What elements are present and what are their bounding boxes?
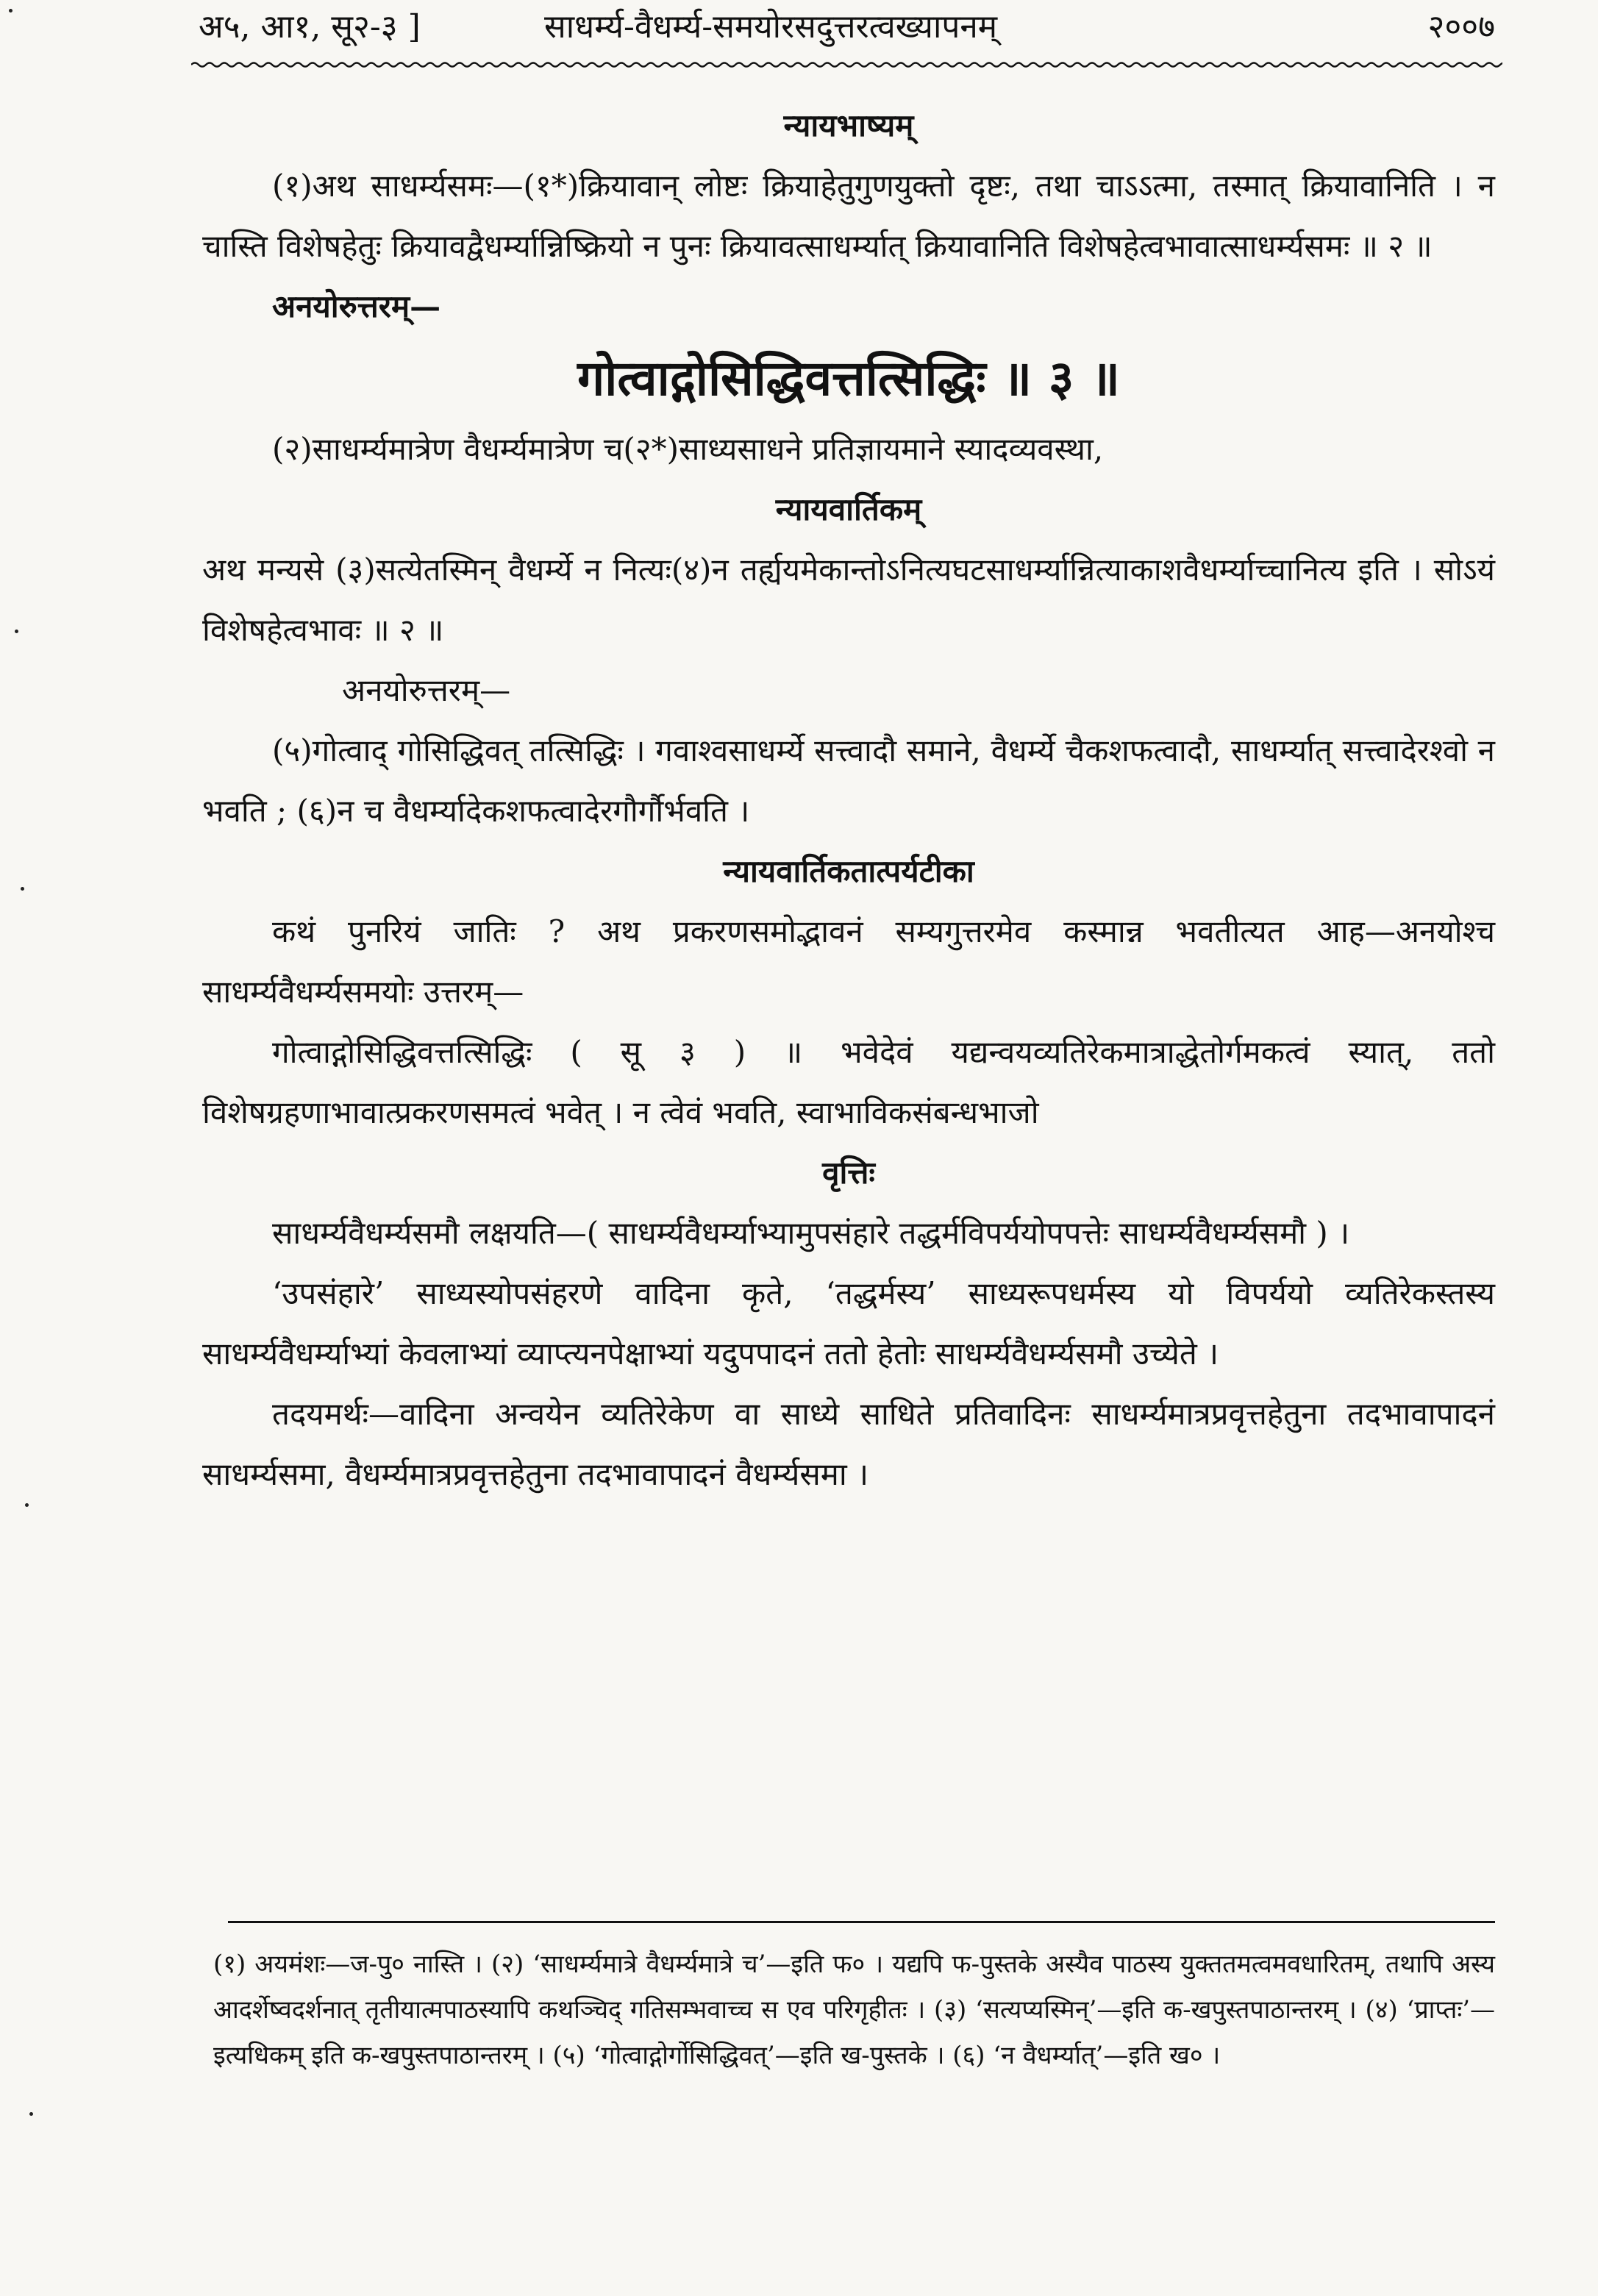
reply-label: अनयोरुत्तरम्— [342, 672, 511, 708]
footnotes [213, 1942, 1495, 2078]
page-number: २००७ [1427, 8, 1495, 46]
main-text [202, 96, 1495, 1505]
margin-mark [15, 630, 18, 633]
margin-mark [25, 1503, 29, 1507]
paragraph: तदयमर्थः—वादिना अन्वयेन व्यतिरेकेण वा साध्ये साधिते प्रतिवादिनः साधर्म्यमात्रप्रवृत्तहेतुना तदभावापादनं साधर्म्यसमा, वैधर्म्यमात्रप्रवृत्तहेतुना तदभावापादनं वैधर्म्यसमा । [202, 1396, 1495, 1492]
chapter-reference: अ५, आ१, सू२-३ ] [199, 8, 421, 46]
sutra-line: गोत्वाद्गोसिद्धिवत्तत्सिद्धिः ॥ ३ ॥ [577, 349, 1120, 407]
paragraph: साधर्म्यवैधर्म्यसमौ लक्षयति—( साधर्म्यवैधर्म्याभ्यामुपसंहारे तद्धर्मविपर्ययोपपत्तेः साधर्म्यवैधर्म्यसमौ ) । [272, 1215, 1350, 1251]
wavy-rule [191, 59, 1502, 71]
paragraph: ‘उपसंहारे’ साध्यस्योपसंहरणे वादिना कृते, ‘तद्धर्मस्य’ साध्यरूपधर्मस्य यो विपर्ययो व्यतिरेकस्तस्य साधर्म्यवैधर्म्याभ्यां केवलाभ्यां व्याप्त्यनपेक्षाभ्यां यदुपपादनं ततो हेतोः साधर्म्यवैधर्म्यसमौ उच्येते । [202, 1275, 1495, 1372]
paragraph: कथं पुनरियं जातिः ? अथ प्रकरणसमोद्भावनं सम्यगुत्तरमेव कस्मान्न भवतीत्यत आह—अनयोश्च साधर्म्यवैधर्म्यसमयोः उत्तरम्— [202, 913, 1495, 1010]
paragraph: गोत्वाद्गोसिद्धिवत्तत्सिद्धिः ( सू ३ ) ॥ भवेदेवं यद्यन्वयव्यतिरेकमात्राद्धेतोर्गमकत्वं स्यात्, ततो विशेषग्रहणाभावात्प्रकरणसमत्वं भवेत् । न त्वेवं भवति, स्वाभाविकसंबन्धभाजो [202, 1034, 1495, 1130]
footnote-divider [228, 1921, 1495, 1923]
margin-mark [21, 887, 24, 891]
margin-mark [9, 9, 13, 13]
section-heading: न्यायभाष्यम् [783, 107, 914, 143]
reply-label: अनयोरुत्तरम्— [272, 288, 441, 324]
footnote-text: (१) अयमंशः—ज-पु० नास्ति । (२) ‘साधर्म्यमात्रे वैधर्म्यमात्रे च’—इति फ० । यद्यपि फ-पुस्तके अस्यैव पाठस्य युक्ततमत्वमवधारितम्, तथापि अस्य आदर्शेष्वदर्शनात् तृतीयात्मपाठस्यापि कथञ्चिद् गतिसम्भवाच्च स एव परिगृहीतः । (३) ‘सत्यप्यस्मिन्’—इति क-खपुस्तपाठान्तरम् । (४) ‘प्राप्तः’—इत्यधिकम् इति क-खपुस्तपाठान्तरम् । (५) ‘गोत्वाद्गोर्गोसिद्धिवत्’—इति ख-पुस्तके । (६) ‘न वैधर्म्यात्’—इति ख० । [213, 1950, 1495, 2070]
margin-mark [29, 2112, 33, 2116]
paragraph: (१)अथ साधर्म्यसमः—(१*)क्रियावान् लोष्टः क्रियाहेतुगुणयुक्तो दृष्टः, तथा चाऽऽत्मा, तस्मात् क्रियावानिति । न चास्ति विशेषहेतुः क्रियावद्वैधर्म्यान्निष्क्रियो न पुनः क्रियावत्साधर्म्यात् क्रियावानिति विशेषहेत्वभावात्साधर्म्यसमः ॥ २ ॥ [202, 168, 1495, 264]
section-heading: न्यायवार्तिकम् [775, 491, 922, 527]
section-heading: वृत्तिः [822, 1155, 875, 1191]
running-header [199, 3, 1495, 51]
paragraph: (५)गोत्वाद् गोसिद्धिवत् तत्सिद्धिः । गवाश्वसाधर्म्ये सत्त्वादौ समाने, वैधर्म्ये चैकशफत्वादौ, साधर्म्यात् सत्त्वादेरश्वो न भवति ; (६)न च वैधर्म्यादेकशफत्वादेरगौर्गौर्भवति । [202, 732, 1495, 829]
paragraph: (२)साधर्म्यमात्रेण वैधर्म्यमात्रेण च(२*)साध्यसाधने प्रतिज्ञायमाने स्यादव्यवस्था, [272, 431, 1104, 467]
paragraph: अथ मन्यसे (३)सत्येतस्मिन् वैधर्म्ये न नित्यः(४)न तर्ह्ययमेकान्तोऽनित्यघटसाधर्म्यान्नित्याकाशवैधर्म्याच्चानित्य इति । सोऽयं विशेषहेत्वभावः ॥ २ ॥ [202, 552, 1495, 648]
section-heading: न्यायवार्तिकतात्पर्यटीका [723, 853, 974, 889]
header-title: साधर्म्य-वैधर्म्य-समयोरसदुत्तरत्वख्यापनम् [544, 8, 998, 46]
